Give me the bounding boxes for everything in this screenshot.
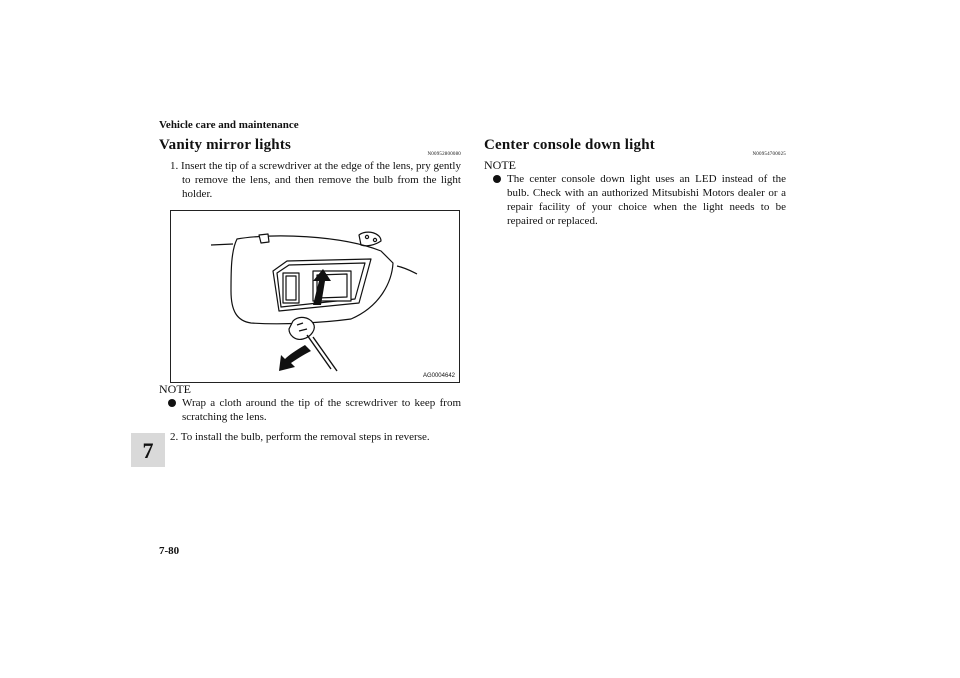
note-bullet-text: Wrap a cloth around the tip of the screwdriver to keep from scratching the lens. xyxy=(182,397,461,423)
figure-code: AG0004642 xyxy=(422,373,455,379)
section-header: Vehicle care and maintenance xyxy=(159,119,299,131)
center-console-heading xyxy=(484,137,786,159)
bullet-dot-icon xyxy=(493,175,501,183)
vanity-mirror-code: N00952800080 xyxy=(427,152,461,157)
note-label: NOTE xyxy=(484,158,516,172)
page-number: 7-80 xyxy=(159,545,180,557)
center-console-title: Center console down light xyxy=(484,137,655,153)
vanity-mirror-title: Vanity mirror lights xyxy=(159,137,292,153)
vanity-mirror-figure xyxy=(170,210,460,383)
note-bullet xyxy=(484,172,786,228)
step-2: 2. To install the bulb, perform the removal steps in reverse. xyxy=(170,431,430,443)
right-column xyxy=(484,137,786,228)
note-bullet-text: The center console down light uses an LED instead of the bulb. Check with an authorized Mitsubishi Motors dealer or a repair facility of your choice when the light needs to be repaired or replaced. xyxy=(507,173,786,227)
note-label: NOTE xyxy=(159,382,191,396)
note-bullet xyxy=(159,396,461,424)
center-console-code: N00954700025 xyxy=(752,152,786,157)
bullet-dot-icon xyxy=(168,399,176,407)
sun-visor-illustration xyxy=(171,211,459,382)
chapter-tab: 7 xyxy=(131,433,165,467)
vanity-mirror-heading xyxy=(159,137,461,159)
left-column xyxy=(159,137,461,444)
step-1: 1. Insert the tip of a screwdriver at the edge of the lens, pry gently to remove the lens, and then remove the bulb from the light holder. xyxy=(170,160,461,200)
